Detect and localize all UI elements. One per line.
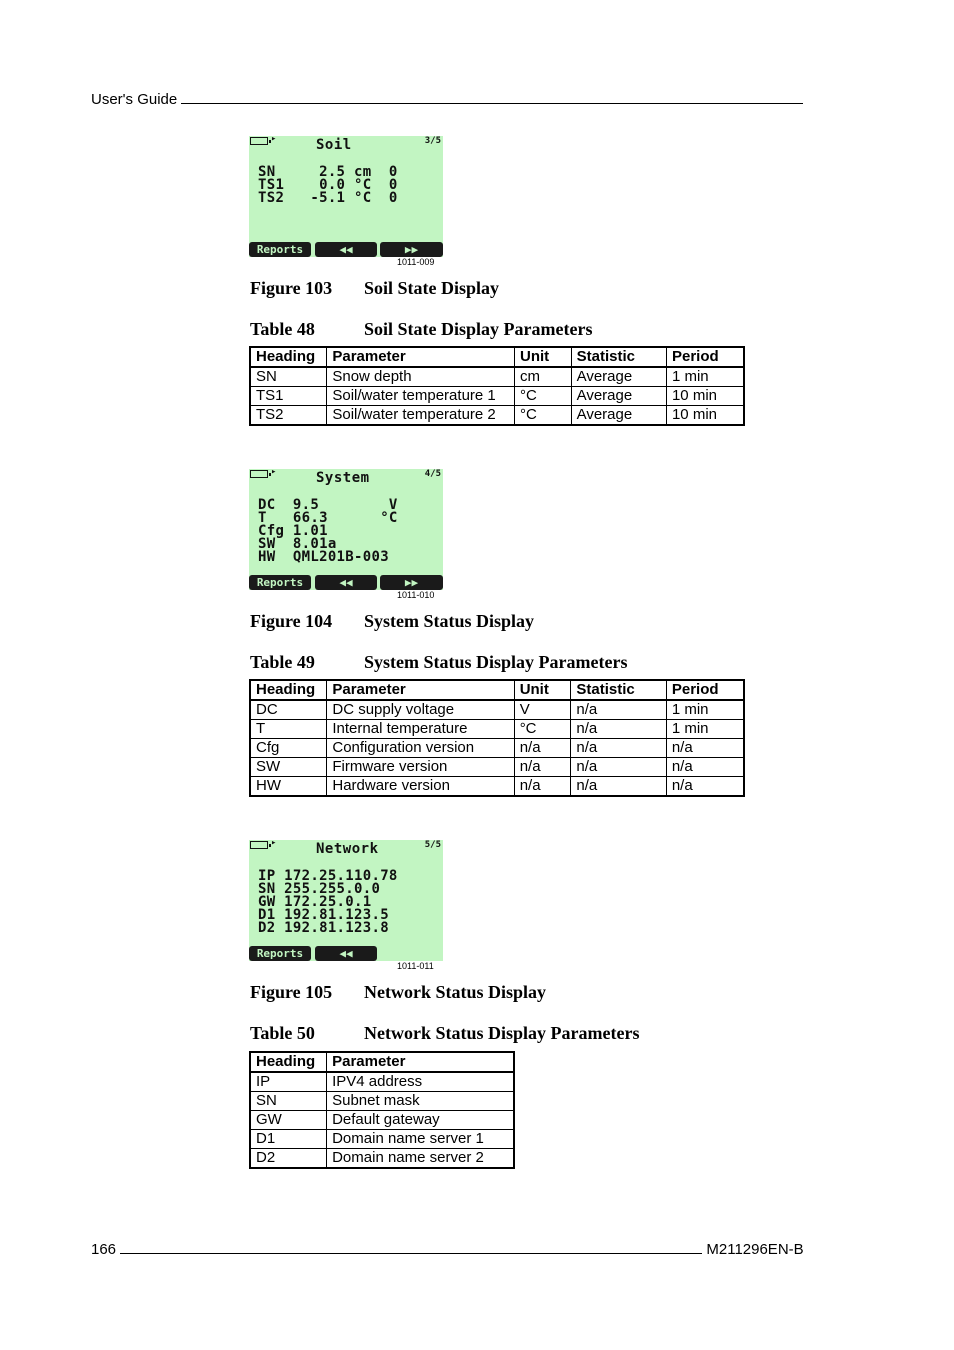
softkey-previous[interactable]: ◀◀ — [315, 242, 377, 257]
column-header: Heading — [250, 680, 327, 700]
table-cell: 10 min — [666, 406, 744, 426]
table-cell: DC supply voltage — [327, 700, 514, 720]
table-cell: DC — [250, 700, 327, 720]
battery-icon — [250, 137, 268, 145]
table-row — [250, 739, 744, 758]
soil-parameters-table — [249, 346, 745, 426]
table-cell: 10 min — [666, 387, 744, 406]
screen-line: DC 9.5 V — [258, 497, 398, 513]
column-header: Heading — [250, 1052, 327, 1072]
table-cell: V — [514, 700, 571, 720]
column-header: Parameter — [327, 1052, 514, 1072]
table-cell: Configuration version — [327, 739, 514, 758]
table-caption — [250, 1023, 639, 1044]
table-cell: n/a — [666, 758, 744, 777]
column-header: Parameter — [327, 347, 515, 367]
table-title: Soil State Display Parameters — [364, 319, 593, 339]
figure-title: System Status Display — [364, 611, 535, 631]
table-row — [250, 406, 744, 426]
table-cell: T — [250, 720, 327, 739]
table-row — [250, 1130, 514, 1149]
table-cell: SN — [250, 1092, 327, 1111]
table-cell: Hardware version — [327, 777, 514, 797]
battery-icon — [250, 470, 268, 478]
figure-number: Figure 105 — [250, 982, 333, 1002]
table-cell: n/a — [571, 777, 666, 797]
table-cell: D2 — [250, 1149, 327, 1169]
power-plug-icon: ▸ — [271, 134, 277, 144]
network-parameters-table — [249, 1051, 515, 1169]
table-cell: 1 min — [666, 720, 744, 739]
screen-page-indicator: 3/5 — [424, 136, 441, 146]
column-header: Period — [666, 680, 744, 700]
screen-page-indicator: 4/5 — [424, 469, 441, 479]
softkey-next[interactable]: ▶▶ — [380, 575, 443, 590]
column-header: Statistic — [571, 680, 666, 700]
screen-line: HW QML201B-003 — [258, 549, 389, 565]
table-cell: TS1 — [250, 387, 327, 406]
table-cell: IPV4 address — [327, 1072, 514, 1092]
softkey-previous[interactable]: ◀◀ — [315, 575, 377, 590]
table-row — [250, 1092, 514, 1111]
table-cell: °C — [515, 387, 572, 406]
table-caption — [250, 652, 627, 673]
table-cell: n/a — [571, 739, 666, 758]
table-title: Network Status Display Parameters — [364, 1023, 640, 1043]
screen-title: System — [316, 470, 370, 486]
figure-title: Soil State Display — [364, 278, 500, 298]
column-header: Unit — [514, 680, 571, 700]
table-number: Table 50 — [250, 1023, 315, 1043]
system-parameters-table — [249, 679, 745, 797]
table-cell: n/a — [514, 739, 571, 758]
column-header: Statistic — [571, 347, 666, 367]
screen-title: Network — [316, 841, 379, 857]
network-display-screen — [249, 840, 443, 961]
table-row — [250, 720, 744, 739]
page-number: 166 — [91, 1241, 117, 1258]
system-display-screen — [249, 469, 443, 590]
table-cell: Subnet mask — [327, 1092, 514, 1111]
table-cell: TS2 — [250, 406, 327, 426]
table-cell: n/a — [571, 720, 666, 739]
screen-line: Cfg 1.01 — [258, 523, 328, 539]
table-cell: Soil/water temperature 2 — [327, 406, 515, 426]
running-header — [91, 90, 803, 109]
table-number: Table 48 — [250, 319, 315, 339]
screen-line: TS2 -5.1 °C 0 — [258, 190, 398, 206]
table-cell: 1 min — [666, 700, 744, 720]
table-title: System Status Display Parameters — [364, 652, 628, 672]
table-cell: Average — [571, 367, 666, 387]
table-caption — [250, 319, 592, 340]
table-row — [250, 1149, 514, 1169]
softkey-previous[interactable]: ◀◀ — [315, 946, 377, 961]
table-cell: GW — [250, 1111, 327, 1130]
table-row — [250, 367, 744, 387]
table-row — [250, 1111, 514, 1130]
table-row — [250, 758, 744, 777]
table-row — [250, 387, 744, 406]
column-header: Period — [666, 347, 744, 367]
screen-line: IP 172.25.110.78 — [258, 868, 398, 884]
table-cell: n/a — [666, 739, 744, 758]
table-cell: n/a — [514, 758, 571, 777]
table-cell: n/a — [666, 777, 744, 797]
figure-caption — [250, 982, 546, 1003]
table-cell: Domain name server 1 — [327, 1130, 514, 1149]
document-id: M211296EN-B — [706, 1241, 804, 1258]
figure-number: Figure 104 — [250, 611, 333, 631]
soil-display-screen — [249, 136, 443, 257]
battery-icon — [250, 841, 268, 849]
screen-title: Soil — [316, 137, 352, 153]
table-cell: Cfg — [250, 739, 327, 758]
figure-caption — [250, 611, 534, 632]
table-cell: Average — [571, 406, 666, 426]
figure-id: 1011-009 — [397, 257, 435, 267]
table-number: Table 49 — [250, 652, 315, 672]
table-row — [250, 777, 744, 797]
table-row — [250, 1072, 514, 1092]
table-cell: °C — [515, 406, 572, 426]
screen-line: D2 192.81.123.8 — [258, 920, 389, 936]
table-cell: Domain name server 2 — [327, 1149, 514, 1169]
column-header: Parameter — [327, 680, 514, 700]
header-rule — [181, 90, 803, 104]
table-cell: n/a — [571, 758, 666, 777]
table-cell: SW — [250, 758, 327, 777]
table-cell: D1 — [250, 1130, 327, 1149]
table-cell: Default gateway — [327, 1111, 514, 1130]
header-text: User's Guide — [91, 91, 178, 108]
table-cell: cm — [515, 367, 572, 387]
screen-line: SN 2.5 cm 0 — [258, 164, 398, 180]
page-footer — [91, 1240, 804, 1259]
figure-title: Network Status Display — [364, 982, 547, 1002]
table-cell: Snow depth — [327, 367, 515, 387]
table-cell: n/a — [571, 700, 666, 720]
table-cell: n/a — [514, 777, 571, 797]
footer-rule — [120, 1240, 702, 1254]
table-cell: 1 min — [666, 367, 744, 387]
screen-page-indicator: 5/5 — [424, 840, 441, 850]
table-cell: HW — [250, 777, 327, 797]
figure-id: 1011-011 — [397, 961, 434, 971]
softkey-reports[interactable]: Reports — [249, 575, 311, 590]
softkey-next[interactable]: ▶▶ — [380, 242, 443, 257]
figure-caption — [250, 278, 499, 299]
table-row — [250, 700, 744, 720]
figure-id: 1011-010 — [397, 590, 435, 600]
screen-line: SN 255.255.0.0 — [258, 881, 381, 897]
column-header: Unit — [515, 347, 572, 367]
screen-line: D1 192.81.123.5 — [258, 907, 389, 923]
softkey-reports[interactable]: Reports — [249, 242, 311, 257]
table-cell: Internal temperature — [327, 720, 514, 739]
table-cell: IP — [250, 1072, 327, 1092]
power-plug-icon: ▸ — [271, 838, 277, 848]
screen-line: SW 8.01a — [258, 536, 337, 552]
table-cell: Average — [571, 387, 666, 406]
screen-line: GW 172.25.0.1 — [258, 894, 372, 910]
column-header: Heading — [250, 347, 327, 367]
table-cell: Firmware version — [327, 758, 514, 777]
table-cell: Soil/water temperature 1 — [327, 387, 515, 406]
table-cell: °C — [514, 720, 571, 739]
screen-line: T 66.3 °C — [258, 510, 398, 526]
power-plug-icon: ▸ — [271, 467, 277, 477]
softkey-reports[interactable]: Reports — [249, 946, 311, 961]
figure-number: Figure 103 — [250, 278, 333, 298]
table-cell: SN — [250, 367, 327, 387]
screen-line: TS1 0.0 °C 0 — [258, 177, 398, 193]
